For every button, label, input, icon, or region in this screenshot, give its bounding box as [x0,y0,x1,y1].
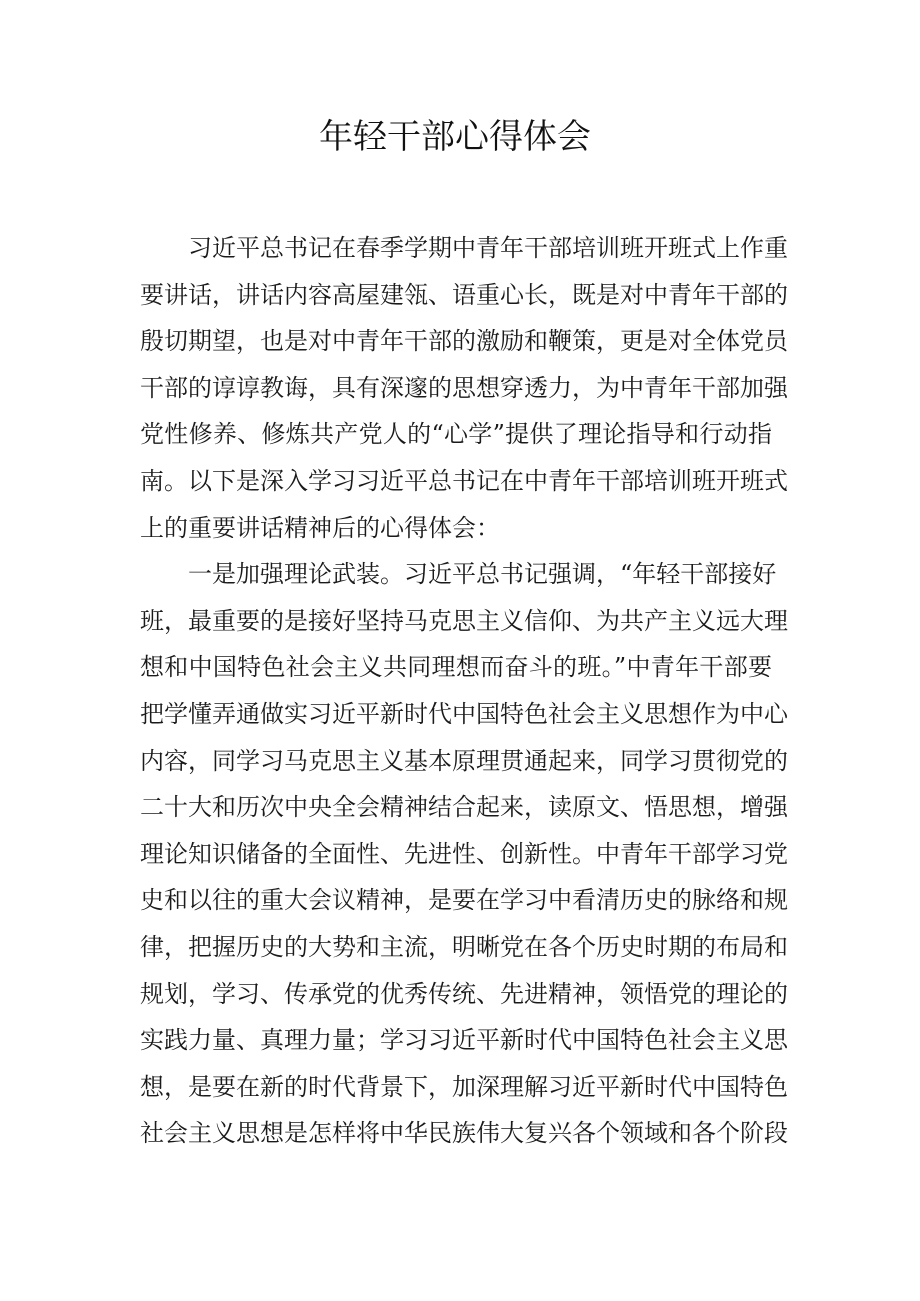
paragraph-line: 规划，学习、传承党的优秀传统、先进精神，领悟党的理论的 [140,979,788,1008]
paragraph-line: 史和以往的重大会议精神，是要在学习中看清历史的脉络和规 [140,886,788,915]
paragraph-line: 社会主义思想是怎样将中华民族伟大复兴各个领域和各个阶段 [140,1119,788,1148]
paragraph-line: 理论知识储备的全面性、先进性、创新性。中青年干部学习党 [140,839,788,868]
document-title: 年轻干部心得体会 [319,117,591,157]
paragraph-line: 南。以下是深入学习习近平总书记在中青年干部培训班开班式 [140,466,788,495]
paragraph-line: 想，是要在新的时代背景下，加深理解习近平新时代中国特色 [140,1072,788,1101]
paragraph-line: 要讲话，讲话内容高屋建瓴、语重心长，既是对中青年干部的 [140,280,788,309]
paragraph-line: 班，最重要的是接好坚持马克思主义信仰、为共产主义远大理 [140,606,788,635]
paragraph-line: 二十大和历次中央全会精神结合起来，读原文、悟思想，增强 [140,793,788,822]
paragraph-line: 干部的谆谆教诲，具有深邃的思想穿透力，为中青年干部加强 [140,373,788,402]
paragraph-line: 习近平总书记在春季学期中青年干部培训班开班式上作重 [188,234,788,262]
paragraph-line: 殷切期望，也是对中青年干部的激励和鞭策，更是对全体党员 [140,327,788,356]
document-body [140,225,788,1157]
paragraph-line: 想和中国特色社会主义共同理想而奋斗的班。”中青年干部要 [140,653,772,682]
paragraph-line: 党性修养、修炼共产党人的“心学”提供了理论指导和行动指 [140,420,772,449]
paragraph-line: 一是加强理论武装。习近平总书记强调，“年轻干部接好 [188,560,777,589]
paragraph-line: 律，把握历史的大势和主流，明晰党在各个历史时期的布局和 [140,932,788,961]
paragraph-line: 把学懂弄通做实习近平新时代中国特色社会主义思想作为中心 [140,699,788,728]
paragraph-line: 内容，同学习马克思主义基本原理贯通起来，同学习贯彻党的 [140,746,788,775]
paragraph-line: 上的重要讲话精神后的心得体会： [140,513,500,542]
paragraph-line: 实践力量、真理力量；学习习近平新时代中国特色社会主义思 [140,1026,788,1055]
